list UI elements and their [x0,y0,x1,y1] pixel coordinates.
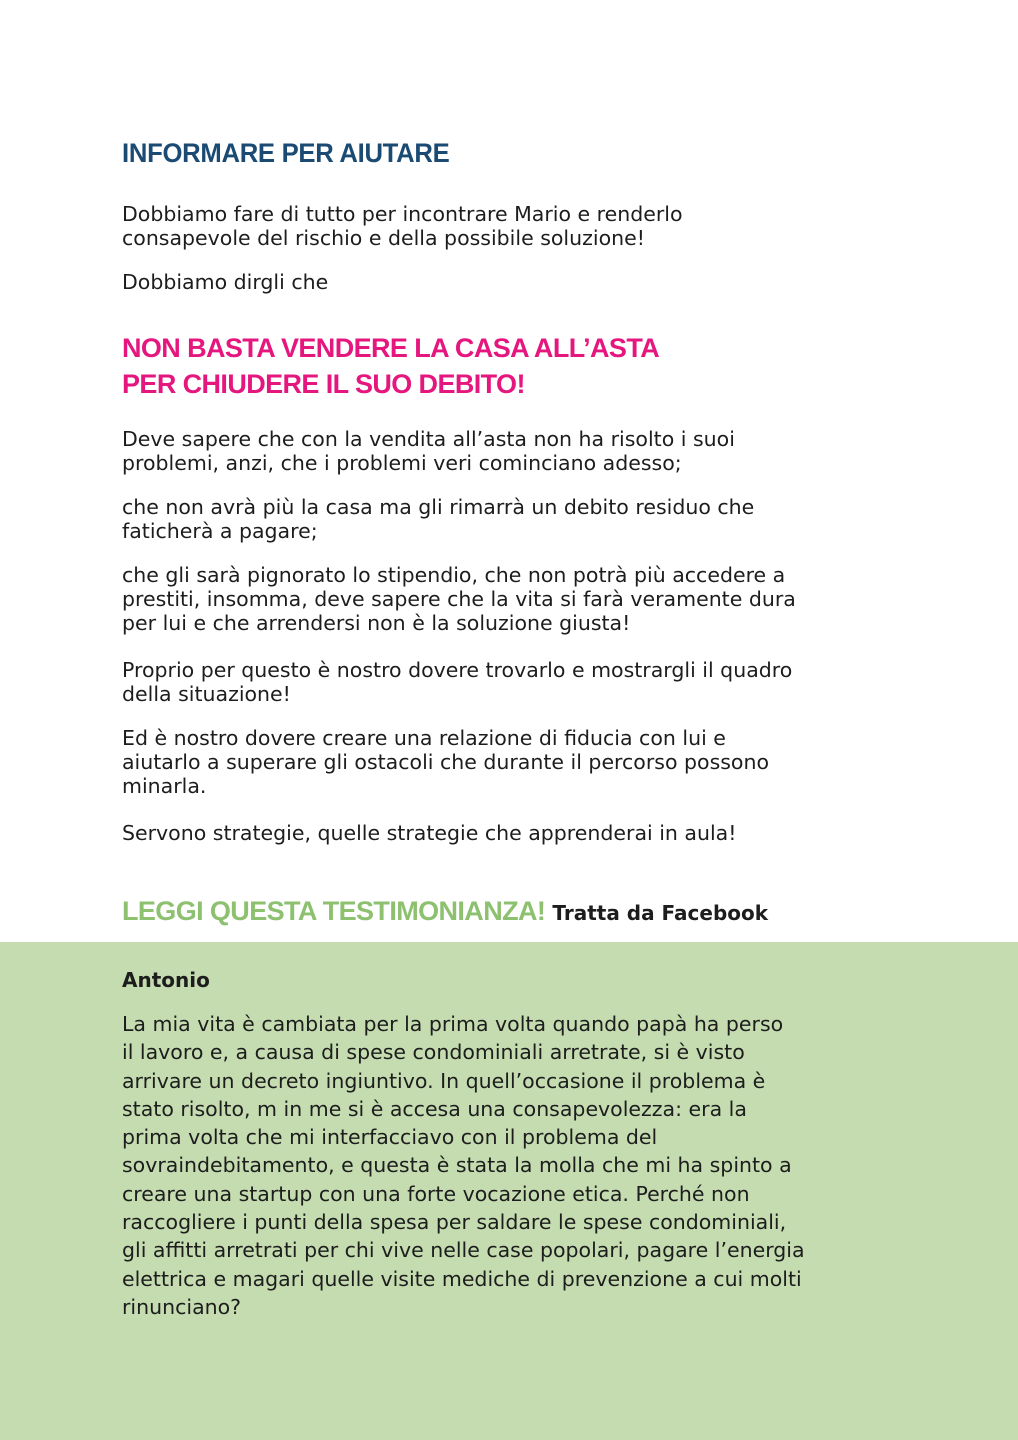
testimonial-line: gli affitti arretrati per chi vive nelle case popolari, pagare l’energia [122,1238,805,1263]
body-line: Servono strategie, quelle strategie che apprenderai in aula! [122,821,737,845]
body-line: per lui e che arrendersi non è la soluzione giusta! [122,611,631,635]
intro-paragraph-2 [122,270,902,294]
body-line: problemi, anzi, che i problemi veri cominciano adesso; [122,451,682,475]
intro-line: consapevole del rischio e della possibile soluzione! [122,226,645,250]
body-line: Ed è nostro dovere creare una relazione di fiducia con lui e [122,726,726,750]
body-line: prestiti, insomma, deve sapere che la vita si farà veramente dura [122,587,796,611]
intro-line: Dobbiamo dirgli che [122,270,329,294]
testimonial-line: arrivare un decreto ingiuntivo. In quell’occasione il problema è [122,1068,766,1093]
testimonial-line: creare una startup con una forte vocazione etica. Perché non [122,1181,750,1206]
body-paragraph [122,821,902,845]
testimonial-heading [122,896,768,927]
testimonial-line: sovraindebitamento, e questa è stata la molla che mi ha spinto a [122,1153,792,1178]
testimonial-line: prima volta che mi interfacciavo con il problema del [122,1125,658,1150]
body-line: minarla. [122,774,207,798]
intro-paragraph [122,202,902,250]
body-line: della situazione! [122,682,291,706]
testimonial-line: raccogliere i punti della spesa per saldare le spese condominiali, [122,1210,787,1235]
testimonial-source: Tratta da Facebook [552,901,769,925]
body-line: Deve sapere che con la vendita all’asta non ha risolto i suoi [122,427,735,451]
section-title: INFORMARE PER AIUTARE [122,138,450,168]
testimonial-line: elettrica e magari quelle visite mediche di prevenzione a cui molti [122,1266,802,1291]
testimonial-title: LEGGI QUESTA TESTIMONIANZA! [122,896,546,926]
body-paragraph [122,427,902,475]
body-paragraph [122,658,902,706]
body-paragraph [122,563,902,635]
highlight-line: PER CHIUDERE IL SUO DEBITO! [122,369,525,399]
body-line: faticherà a pagare; [122,519,318,543]
body-line: aiutarlo a superare gli ostacoli che durante il percorso possono [122,750,770,774]
testimonial-line: stato risolto, m in me si è accesa una consapevolezza: era la [122,1096,747,1121]
body-line: che gli sarà pignorato lo stipendio, che non potrà più accedere a [122,563,786,587]
body-line: che non avrà più la casa ma gli rimarrà un debito residuo che [122,495,755,519]
testimonial-line: La mia vita è cambiata per la prima volta quando papà ha perso [122,1012,784,1036]
highlight-heading [122,330,659,402]
testimonial-line: il lavoro e, a causa di spese condominiali arretrate, si è visto [122,1040,745,1065]
body-paragraph [122,495,902,543]
body-line: Proprio per questo è nostro dovere trovarlo e mostrargli il quadro [122,658,793,682]
highlight-line: NON BASTA VENDERE LA CASA ALL’ASTA [122,333,660,363]
testimonial-line: rinunciano? [122,1294,242,1319]
intro-line: Dobbiamo fare di tutto per incontrare Mario e renderlo [122,202,683,226]
body-paragraph [122,726,902,798]
testimonial-author: Antonio [122,968,210,992]
testimonial-text [122,1010,912,1321]
